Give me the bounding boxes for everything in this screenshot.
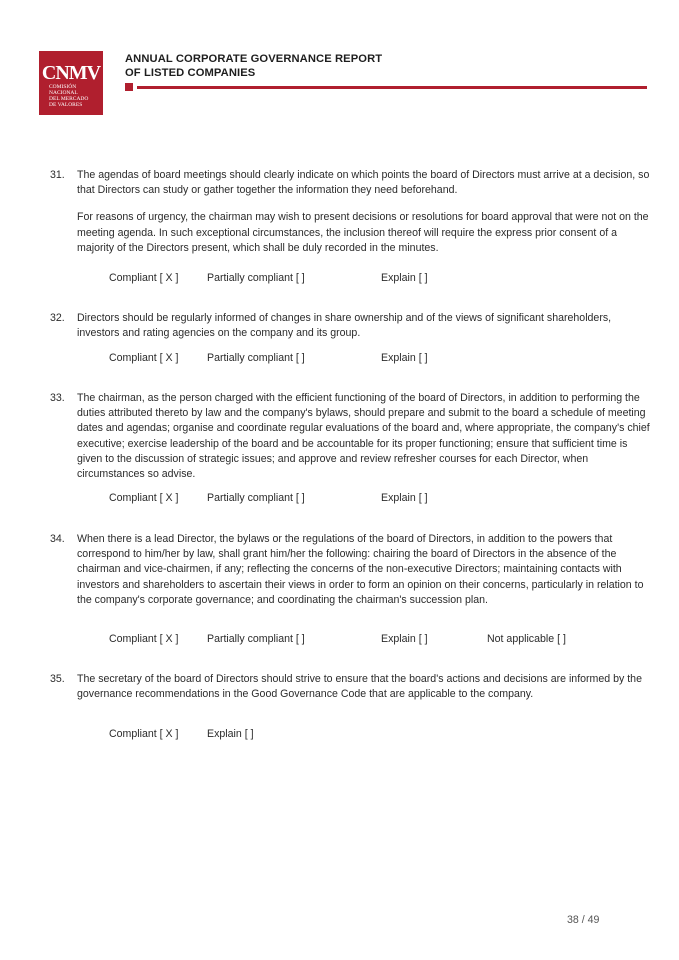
recommendation-paragraph: When there is a lead Director, the bylaws or the regulations of the board of Directors, in addition to the powers that correspond to him/her by law, shall grant him/her the following: chairing the board of Directors in the absence of the chairman and vice-chairmen, if any; reflecting the concerns of the non-executive Directors; maintaining contacts with investors and shareholders to ascertain their views in order to form an opinion on their concerns, particularly in relation to the company's corporate governance; and coordinating the chairman's succession plan. bbox=[77, 533, 644, 606]
partially-compliant-option: Partially compliant [ ] bbox=[207, 492, 305, 504]
recommendation-33 bbox=[50, 391, 650, 482]
header-accent-square bbox=[125, 83, 133, 91]
report-title-line-2: OF LISTED COMPANIES bbox=[125, 67, 256, 79]
compliant-option: Compliant [ X ] bbox=[109, 633, 179, 645]
logo-abbreviation: CNMV bbox=[41, 62, 101, 84]
explain-option: Explain [ ] bbox=[207, 728, 254, 740]
compliant-option: Compliant [ X ] bbox=[109, 728, 179, 740]
recommendation-number: 34. bbox=[50, 533, 65, 545]
compliant-option: Compliant [ X ] bbox=[109, 272, 179, 284]
recommendation-35 bbox=[50, 672, 650, 702]
recommendation-paragraph: The agendas of board meetings should clearly indicate on which points the board of Directors must arrive at a decision, so that Directors can study or gather together the information they need beforehand. bbox=[77, 169, 650, 197]
recommendation-34 bbox=[50, 532, 650, 608]
page-number: 38 / 49 bbox=[567, 914, 600, 926]
compliant-option: Compliant [ X ] bbox=[109, 492, 179, 504]
recommendation-number: 33. bbox=[50, 392, 65, 404]
explain-option: Explain [ ] bbox=[381, 633, 428, 645]
cnmv-logo bbox=[39, 51, 103, 115]
recommendation-number: 32. bbox=[50, 312, 65, 324]
recommendation-31 bbox=[50, 168, 650, 256]
report-title bbox=[125, 52, 382, 80]
recommendation-number: 31. bbox=[50, 169, 65, 181]
recommendation-paragraph: Directors should be regularly informed of changes in share ownership and of the views of significant shareholders, investors and rating agencies on the company and its group. bbox=[77, 312, 612, 340]
not-applicable-option: Not applicable [ ] bbox=[487, 633, 566, 645]
explain-option: Explain [ ] bbox=[381, 272, 428, 284]
logo-subtitle-line: DEL MERCADO bbox=[49, 96, 89, 102]
logo-subtitle-line: NACIONAL bbox=[49, 90, 78, 96]
compliant-option: Compliant [ X ] bbox=[109, 352, 179, 364]
logo-subtitle-line: DE VALORES bbox=[49, 102, 83, 108]
recommendation-paragraph: For reasons of urgency, the chairman may wish to present decisions or resolutions for board approval that were not on the meeting agenda. In such exceptional circumstances, the inclusion thereof will require the express prior consent of a majority of the Directors present, which shall be duly recorded in the minutes. bbox=[77, 211, 649, 254]
header-divider bbox=[137, 86, 647, 89]
recommendation-paragraph: The chairman, as the person charged with the efficient functioning of the board of Directors, in addition to performing the duties attributed thereto by law and the company's bylaws, should prepare and submit to the board a schedule of meeting dates and agendas; organise and coordinate regular evaluations of the board and, where appropriate, the company's chief executive; exercise leadership of the board and be accountable for its proper functioning; ensure that sufficient time is given to the discussion of strategic issues; and approve and review refresher courses for each Director, when circumstances so advise. bbox=[77, 392, 650, 481]
partially-compliant-option: Partially compliant [ ] bbox=[207, 633, 305, 645]
explain-option: Explain [ ] bbox=[381, 492, 428, 504]
recommendation-number: 35. bbox=[50, 673, 65, 685]
partially-compliant-option: Partially compliant [ ] bbox=[207, 352, 305, 364]
explain-option: Explain [ ] bbox=[381, 352, 428, 364]
report-title-line-1: ANNUAL CORPORATE GOVERNANCE REPORT bbox=[125, 53, 383, 65]
logo-subtitle-line: COMISIÓN bbox=[49, 84, 77, 90]
recommendation-paragraph: The secretary of the board of Directors should strive to ensure that the board's actions and decisions are informed by the governance recommendations in the Good Governance Code that are applicable to the company. bbox=[77, 673, 642, 701]
partially-compliant-option: Partially compliant [ ] bbox=[207, 272, 305, 284]
recommendation-32 bbox=[50, 311, 650, 341]
